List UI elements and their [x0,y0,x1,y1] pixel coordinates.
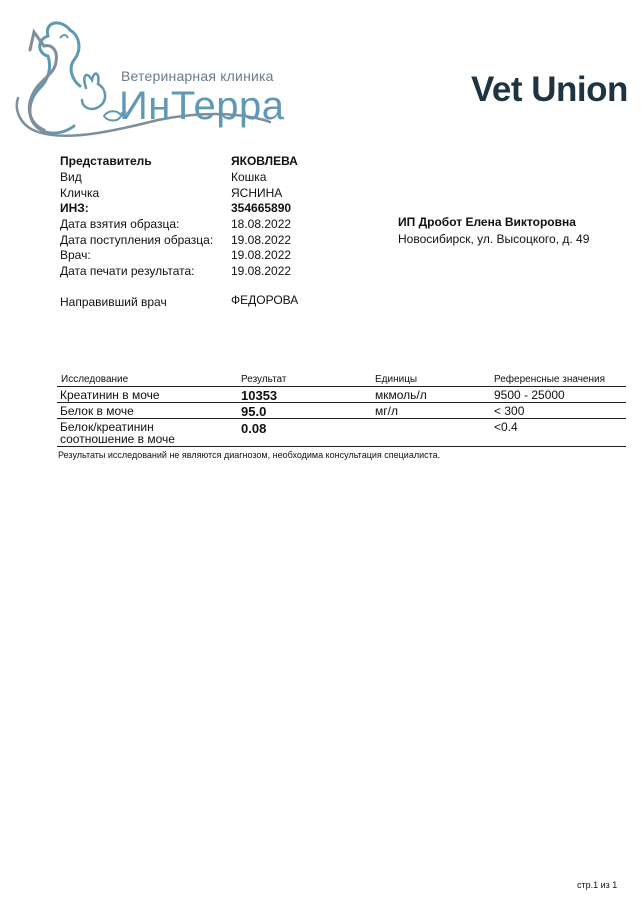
row-result: 95.0 [241,404,267,419]
col-header-reference: Референсные значения [494,374,606,385]
col-header-result: Результат [241,374,287,385]
page-number: стр.1 из 1 [577,880,618,890]
row-test-name: Креатинин в моче [60,388,160,402]
lab-brand-logo: Vet Union [471,70,628,109]
print-date-label: Дата печати результата: [60,264,195,278]
pet-name-value: ЯСНИНА [231,186,283,200]
col-header-units: Единицы [375,374,418,385]
referring-doctor-value: ФЕДОРОВА [231,293,299,307]
representative-value: ЯКОВЛЕВА [231,154,298,168]
sample-date-label: Дата взятия образца: [60,217,180,231]
disclaimer-text: Результаты исследований не являются диагнозом, необходима консультация специалиста. [58,450,441,460]
clinic-name: ИнТерра [119,84,285,128]
row-reference: <0.4 [494,420,518,434]
row-test-name: Белок в моче [60,404,134,418]
doctor-label: Врач: [60,248,91,262]
row-reference: < 300 [494,404,525,418]
species-value: Кошка [231,170,267,184]
representative-label: Представитель [60,154,152,168]
row-test-name-cont: соотношение в моче [60,432,175,446]
species-label: Вид [60,170,82,184]
lab-name: ИП Дробот Елена Викторовна [398,215,576,229]
row-result: 10353 [241,388,278,403]
received-date-value: 19.08.2022 [231,233,292,247]
row-reference: 9500 - 25000 [494,388,565,402]
row-test-name: Белок/креатинин [60,420,154,434]
table-divider [57,418,626,419]
referring-doctor-label: Направивший врач [60,295,167,309]
print-date-value: 19.08.2022 [231,264,292,278]
table-divider [57,386,626,387]
received-date-label: Дата поступления образца: [60,233,214,247]
row-units: мкмоль/л [375,388,427,402]
lab-address: Новосибирск, ул. Высоцкого, д. 49 [398,232,590,246]
doctor-value: 19.08.2022 [231,248,292,262]
pet-name-label: Кличка [60,186,100,200]
table-divider [57,446,626,447]
table-divider [57,402,626,403]
row-result: 0.08 [241,421,267,436]
sample-date-value: 18.08.2022 [231,217,292,231]
inz-value: 354665890 [231,201,292,215]
row-units: мг/л [375,404,398,418]
col-header-test: Исследование [61,374,129,385]
clinic-subtitle: Ветеринарная клиника [121,68,274,84]
inz-label: ИНЗ: [60,201,89,215]
